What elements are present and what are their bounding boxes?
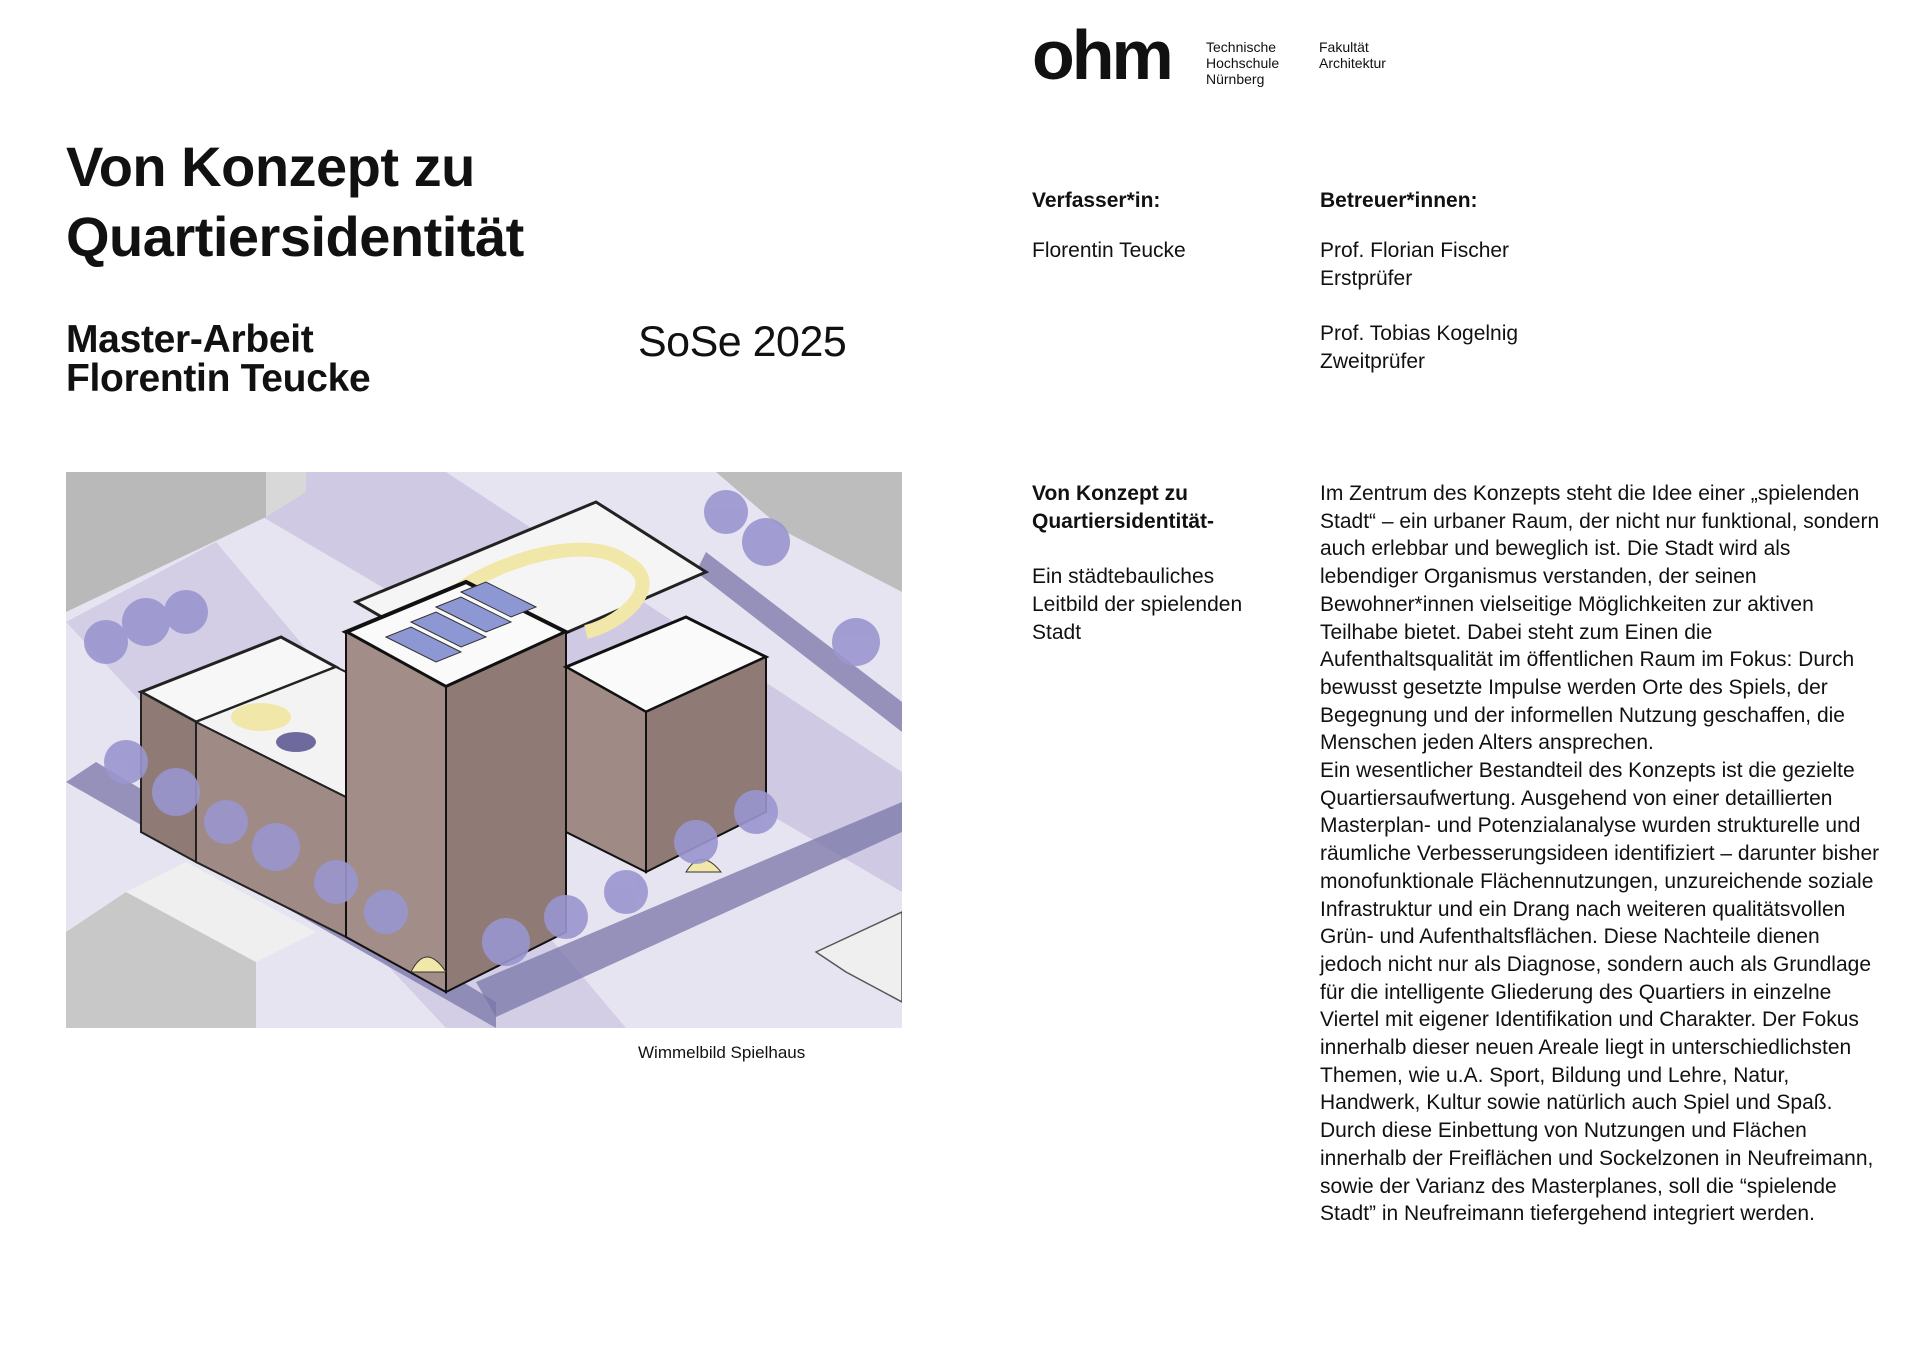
- supervisor-name: Prof. Tobias Kogelnig: [1320, 322, 1519, 345]
- supervisor-role: Erstprüfer: [1320, 267, 1413, 290]
- supervisor-1: [1320, 237, 1509, 293]
- abstract-subheading: [1032, 563, 1242, 647]
- supervisor-role: Zweitprüfer: [1320, 350, 1426, 373]
- abstract-heading-line: Von Konzept zu: [1032, 482, 1188, 505]
- faculty-line: Fakultät: [1319, 39, 1369, 55]
- illustration-svg: [66, 472, 902, 1028]
- figure-caption: Wimmelbild Spielhaus: [638, 1043, 806, 1062]
- page-title: [66, 132, 766, 272]
- institution-line: Technische: [1206, 39, 1277, 55]
- subtitle-line-2: Florentin Teucke: [66, 357, 371, 400]
- institution-line: Hochschule: [1206, 55, 1280, 71]
- institution-line: Nürnberg: [1206, 71, 1265, 87]
- abstract-heading: [1032, 480, 1214, 536]
- abstract-body: [1320, 480, 1880, 1228]
- title-line-1: Von Konzept zu: [66, 135, 475, 198]
- supervisor-2: [1320, 320, 1518, 376]
- ohm-logo: ohm: [1032, 16, 1171, 94]
- thesis-subtitle: [66, 320, 370, 398]
- faculty-name: [1319, 39, 1386, 71]
- faculty-line: Architektur: [1319, 55, 1386, 71]
- author-label: Verfasser*in:: [1032, 189, 1161, 212]
- abstract-heading-line: Quartiersidentität-: [1032, 510, 1215, 533]
- subtitle-line-1: Master-Arbeit: [66, 318, 314, 361]
- tower-facade-left: [346, 632, 446, 992]
- abstract-paragraph-2: Ein wesentlicher Bestandteil des Konzepts ist die gezielte Quartiersaufwertung. Ausgehend von einer detaillierten Masterplan- und Potenzialanalyse wurden strukturelle und räumliche Verbesserungsideen identifiziert – darunter bisher monofunktionale Flächennutzungen, unzureichende soziale Infrastruktur und ein Drang nach weiteren qualitätsvollen Grün- und Aufenthaltsflächen. Diese Nachteile dienen jedoch nicht nur als Diagnose, sondern auch als Grundlage für die intelligente Gliederung des Quartiers in einzelne Viertel mit eigener Identifikation und Charakter. Der Fokus innerhalb dieser neuen Areale liegt in unterschiedlichsten Themen, wie u.A. Sport, Bildung und Lehre, Natur, Handwerk, Kultur sowie natürlich auch Spiel und Spaß. Durch diese Einbettung von Nutzungen und Flächen innerhalb der Freiflächen und Sockelzonen in Neufreimann, sowie der Varianz des Masterplanes, soll die “spielende Stadt” in Neufreimann tiefergehend integriert werden.: [1320, 759, 1880, 1226]
- roof-pond: [276, 732, 316, 752]
- supervisors-label: Betreuer*innen:: [1320, 189, 1478, 212]
- abstract-subheading-line: Ein städtebauliches: [1032, 565, 1215, 588]
- axonometric-illustration: [66, 472, 902, 1028]
- abstract-subheading-line: Leitbild der spielenden: [1032, 593, 1243, 616]
- supervisor-name: Prof. Florian Fischer: [1320, 239, 1510, 262]
- abstract-paragraph-1: Im Zentrum des Konzepts steht die Idee einer „spielenden Stadt“ – ein urbaner Raum, der nicht nur funktional, sondern auch erlebbar und beweglich ist. Die Stadt wird als lebendiger Organismus verstanden, der seinen Bewohner*innen vielseitige Möglichkeiten zur aktiven Teilhabe bietet. Dabei steht zum Einen die Aufenthaltsqualität im öffentlichen Raum im Fokus: Durch bewusst gesetzte Impulse werden Orte des Spiels, der Begegnung und der informellen Nutzung geschaffen, die Menschen jeden Alters ansprechen.: [1320, 482, 1880, 755]
- semester-label: SoSe 2025: [638, 318, 847, 366]
- abstract-subheading-line: Stadt: [1032, 621, 1082, 644]
- title-line-2: Quartiersidentität: [66, 205, 524, 268]
- institution-name: [1206, 39, 1279, 87]
- roof-path: [231, 703, 291, 731]
- author-name: Florentin Teucke: [1032, 239, 1186, 262]
